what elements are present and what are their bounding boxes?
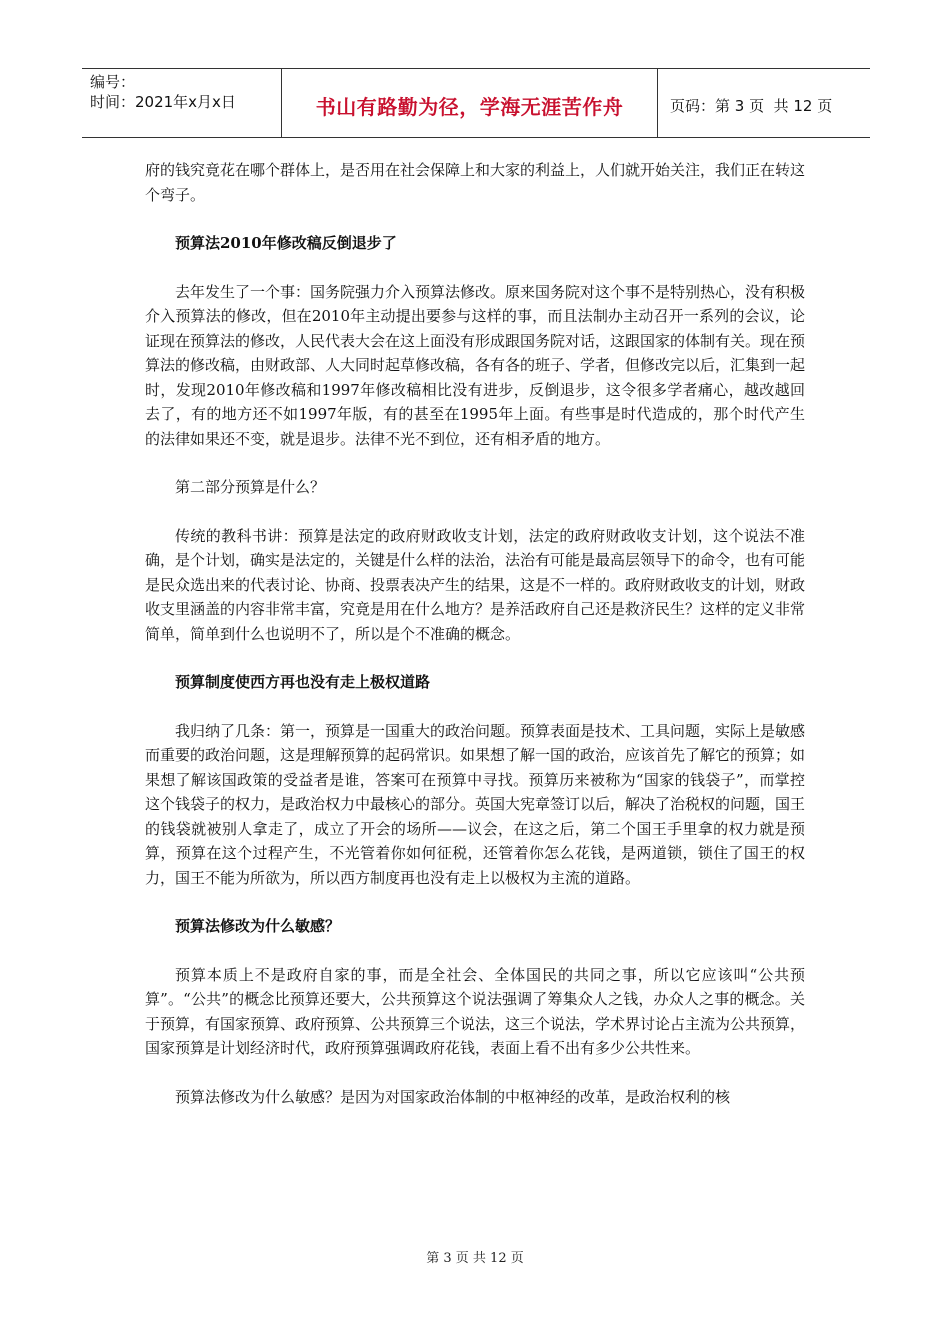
section-heading-budget-system-west: 预算制度使西方再也没有走上极权道路 <box>175 673 431 691</box>
paragraph: 我归纳了几条：第一，预算是一国重大的政治问题。预算表面是技术、工具问题，实际上是敏感而重要的政治问题，这是理解预算的起码常识。如果想了解一国的政治，应该首先了解它的预算；如果想了解该国政策的受益者是谁，答案可在预算中寻找。预算历来被称为“国家的钱袋子”，而掌控这个钱袋子的权力，是政治权力中最核心的部分。英国大宪章签订以后，解决了治税权的问题，国王的钱袋就被别人拿走了，成立了开会的场所——议会，在这之后，第二个国王手里拿的权力就是预算，预算在这个过程产生，不光管着你如何征税，还管着你怎么花钱，是两道锁，锁住了国王的权力，国王不能为所欲为，所以西方制度再也没有走上以极权为主流的道路。 <box>145 721 806 887</box>
header-motto: 书山有路勤为径，学海无涯苦作舟 <box>282 69 658 137</box>
paragraph: 传统的教科书讲：预算是法定的政府财政收支计划，法定的政府财政收支计划，这个说法不准确，是个计划，确实是法定的，关键是什么样的法治，法治有可能是最高层领导下的命令，也有可能是民众选出来的代表讨论、协商、投票表决产生的结果，这是不一样的。政府财政收支的计划，财政收支里涵盖的内容非常丰富，究竟是用在什么地方？是养活政府自己还是救济民生？这样的定义非常简单，简单到什么也说明不了，所以是个不准确的概念。 <box>145 526 806 643</box>
header-page-info: 页码：第 3 页 共 12 页 <box>670 96 833 115</box>
document-body <box>145 158 805 1109</box>
paragraph-continuation: 府的钱究竟花在哪个群体上，是否用在社会保障上和大家的利益上，人们就开始关注，我们正在转这个弯子。 <box>145 161 806 204</box>
doc-number-label: 编号： <box>90 73 136 91</box>
paragraph: 预算本质上不是政府自家的事，而是全社会、全体国民的共同之事，所以它应该叫“公共预算”。“公共”的概念比预算还要大，公共预算这个说法强调了筹集众人之钱，办众人之事的概念。关于预算，有国家预算、政府预算、公共预算三个说法，这三个说法，学术界讨论占主流为公共预算，国家预算是计划经济时代，政府预算强调政府花钱，表面上看不出有多少公共性来。 <box>145 965 806 1057</box>
time-line: 时间：2021年x月x日 <box>90 93 236 111</box>
paragraph: 去年发生了一个事：国务院强力介入预算法修改。原来国务院对这个事不是特别热心，没有积极介入预算法的修改，但在2010年主动提出要参与这样的事，而且法制办主动召开一系列的会议，论证现在预算法的修改，人民代表大会在这上面没有形成跟国务院对话，这跟国家的体制有关。现在预算法的修改稿，由财政部、人大同时起草修改稿，各有各的班子、学者，但修改完以后，汇集到一起时，发现2010年修改稿和1997年修改稿相比没有进步，反倒退步，这令很多学者痛心，越改越回去了，有的地方还不如1997年版，有的甚至在1995年上面。有些事是时代造成的，那个时代产生的法律如果还不变，就是退步。法律不光不到位，还有相矛盾的地方。 <box>145 282 806 448</box>
header-left-cell <box>82 69 282 137</box>
paragraph: 预算法修改为什么敏感？是因为对国家政治体制的中枢神经的改革，是政治权利的核 <box>175 1087 731 1106</box>
section-heading-budget-law-2010: 预算法2010年修改稿反倒退步了 <box>175 234 397 252</box>
part-two-title: 第二部分预算是什么？ <box>175 478 326 496</box>
page-header <box>82 68 870 138</box>
page-footer: 第 3 页 共 12 页 <box>426 1251 524 1266</box>
section-heading-why-sensitive: 预算法修改为什么敏感？ <box>175 917 341 935</box>
